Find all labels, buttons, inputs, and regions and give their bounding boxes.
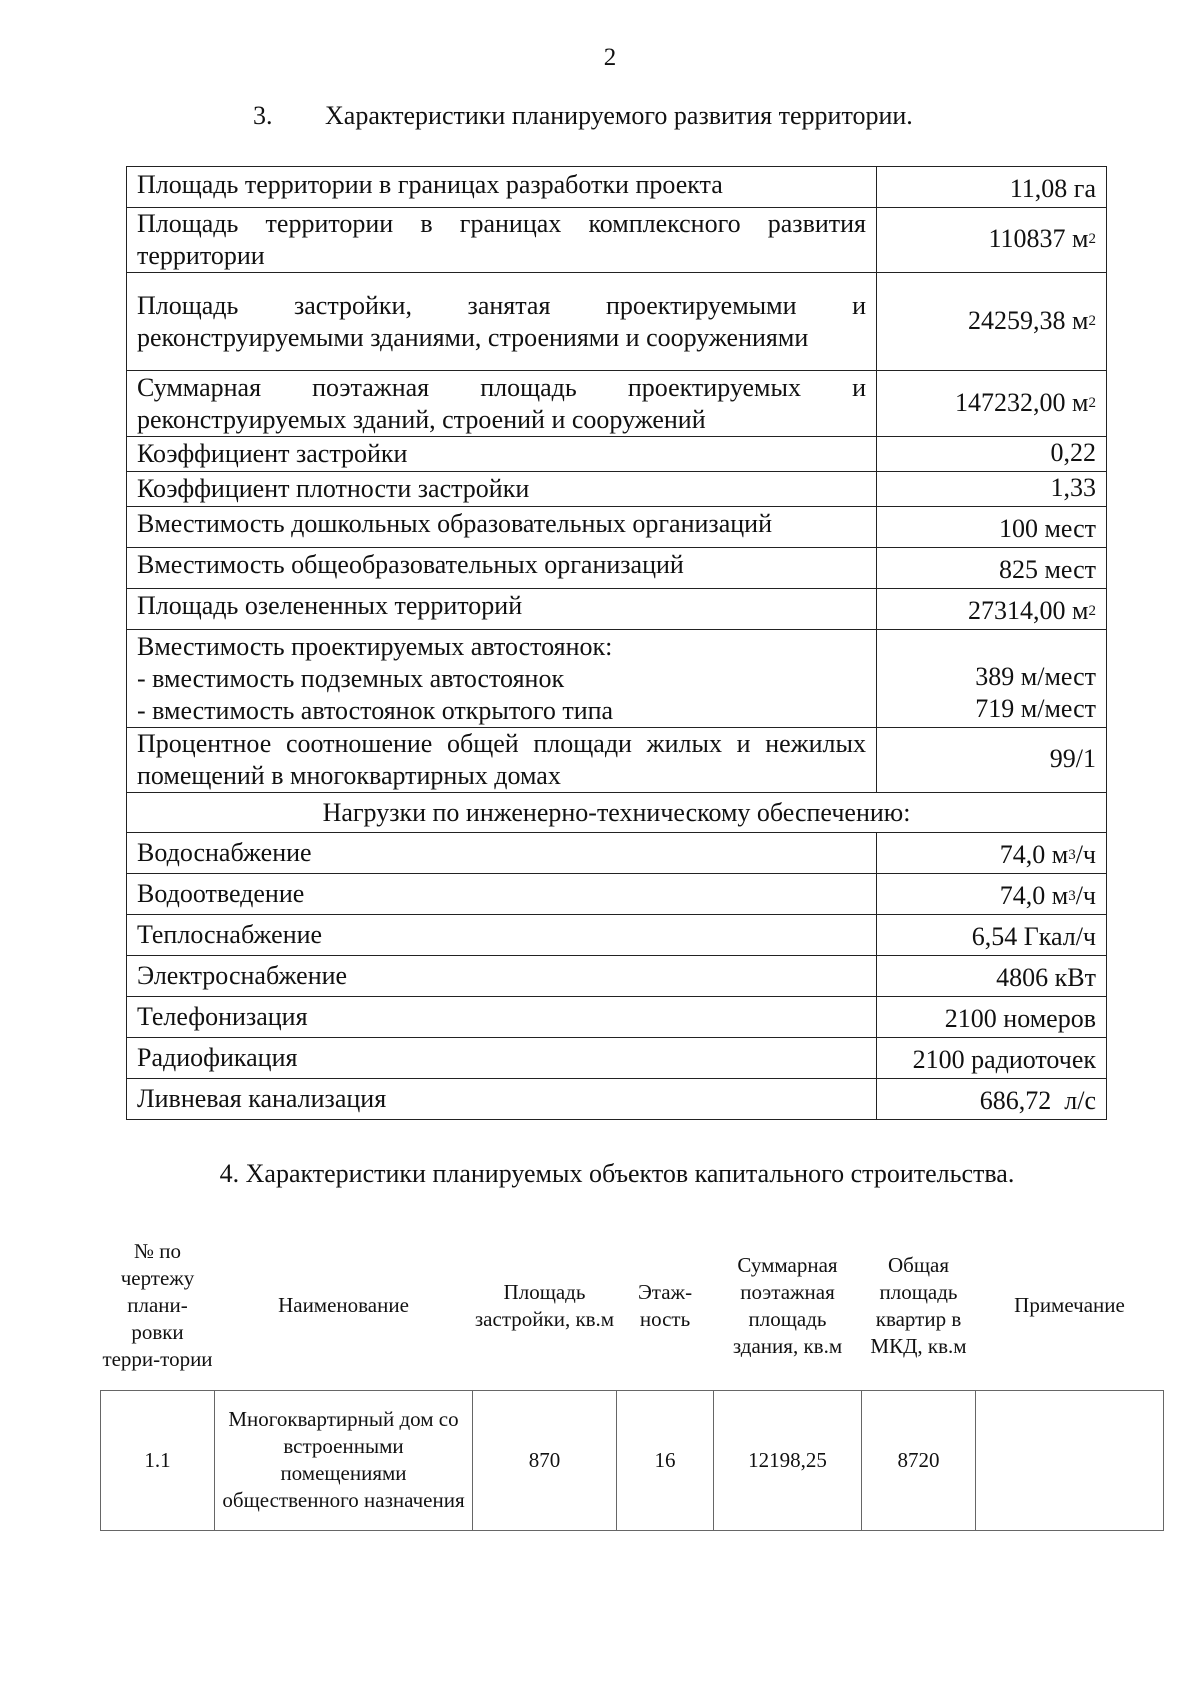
value-superscript: 2 — [1088, 603, 1096, 619]
row-value — [877, 589, 1107, 630]
value-text: 27314,00 м — [968, 596, 1089, 625]
row-value — [877, 915, 1107, 956]
value-text: 825 мест — [998, 555, 1096, 584]
column-header: Наименование — [278, 1293, 409, 1318]
table-row — [127, 1079, 1107, 1120]
value-unit: /ч — [1075, 881, 1096, 910]
value-unit: /ч — [1075, 840, 1096, 869]
row-value — [877, 833, 1107, 874]
cell-name: Многоквартирный дом со встроенными помещениями общественного назначения — [215, 1390, 473, 1530]
table-row — [127, 371, 1107, 437]
value-text: 1,33 — [1050, 473, 1096, 502]
row-label: Площадь озелененных территорий — [127, 589, 877, 630]
cell-note — [976, 1390, 1164, 1530]
table-row — [127, 548, 1107, 589]
cell-total-floor-area: 12198,25 — [714, 1390, 862, 1530]
territory-characteristics-table — [126, 166, 1107, 1120]
cell-floors: 16 — [617, 1390, 714, 1530]
row-label: Водоснабжение — [127, 833, 877, 874]
row-label: Водоотведение — [127, 874, 877, 915]
value-superscript: 3 — [1068, 888, 1076, 904]
row-label: Процентное соотношение общей площади жилых и нежилых помещений в многоквартирных домах — [127, 728, 877, 793]
row-value — [877, 437, 1107, 472]
parking-values — [877, 630, 1107, 728]
table-row — [127, 507, 1107, 548]
parking-title: Вместимость проектируемых автостоянок: — [137, 631, 613, 661]
table-row — [127, 793, 1107, 833]
table-row — [127, 997, 1107, 1038]
row-value — [877, 548, 1107, 589]
row-label: Электроснабжение — [127, 956, 877, 997]
section-4-title: 4. Характеристики планируемых объектов капитального строительства. — [219, 1159, 1015, 1188]
row-label: Площадь территории в границах разработки проекта — [127, 167, 877, 208]
capital-construction-table — [100, 1222, 1164, 1531]
value-text: 0,22 — [1050, 438, 1096, 467]
table-row — [127, 437, 1107, 472]
row-label: Площадь территории в границах комплексного развития территории — [127, 208, 877, 273]
row-value — [877, 1038, 1107, 1079]
table-header-row — [101, 1222, 1164, 1390]
value-text: 686,72 л/с — [979, 1086, 1096, 1115]
row-label: Коэффициент плотности застройки — [127, 472, 877, 507]
row-value — [877, 273, 1107, 371]
table-row — [127, 208, 1107, 273]
row-value — [877, 371, 1107, 437]
parking-open-label: - вместимость автостоянок открытого типа — [137, 695, 614, 725]
row-label: Суммарная поэтажная площадь проектируемых и реконструируемых зданий, строений и сооружений — [127, 371, 877, 437]
row-label: Вместимость дошкольных образовательных организаций — [127, 507, 877, 548]
row-label: Вместимость общеобразовательных организаций — [127, 548, 877, 589]
table-row — [127, 472, 1107, 507]
value-text: 4806 кВт — [996, 963, 1096, 992]
value-text: 11,08 га — [1009, 174, 1096, 203]
row-value — [877, 1079, 1107, 1120]
value-text: 2100 номеров — [944, 1004, 1096, 1033]
value-text: 2100 радиоточек — [912, 1045, 1096, 1074]
column-header: Площадь застройки, кв.м — [474, 1279, 615, 1331]
table-row — [101, 1390, 1164, 1530]
row-label: Коэффициент застройки — [127, 437, 877, 472]
table-row — [127, 1038, 1107, 1079]
row-value — [877, 507, 1107, 548]
column-header: Общая площадь квартир в МКД, кв.м — [870, 1252, 967, 1358]
cell-number: 1.1 — [101, 1390, 215, 1530]
table-row — [127, 833, 1107, 874]
table-row — [127, 874, 1107, 915]
column-header: Этаж-ность — [637, 1279, 693, 1331]
table-row — [127, 589, 1107, 630]
section-3-title: Характеристики планируемого развития территории. — [325, 101, 913, 130]
table-row — [127, 956, 1107, 997]
row-label: Площадь застройки, занятая проектируемыми и реконструируемыми зданиями, строениями и сооружениями — [127, 273, 877, 371]
table-row — [127, 167, 1107, 208]
value-text: 100 мест — [998, 514, 1096, 543]
parking-underground-label: - вместимость подземных автостоянок — [137, 663, 565, 693]
parking-open-value: 719 м/мест — [975, 694, 1096, 723]
table-row — [127, 273, 1107, 371]
value-superscript: 2 — [1088, 394, 1096, 411]
table-row — [127, 728, 1107, 793]
row-value — [877, 997, 1107, 1038]
row-value — [877, 874, 1107, 915]
row-value — [877, 728, 1107, 793]
row-value — [877, 208, 1107, 273]
value-text: 147232,00 м — [955, 387, 1089, 417]
value-superscript: 2 — [1088, 231, 1096, 247]
row-label: Радиофикация — [127, 1038, 877, 1079]
row-value — [877, 167, 1107, 208]
page-number: 2 — [603, 44, 617, 71]
column-header: Суммарная поэтажная площадь здания, кв.м — [732, 1252, 843, 1358]
cell-building-area: 870 — [473, 1390, 617, 1530]
parking-cell — [127, 630, 877, 728]
parking-underground-value: 389 м/мест — [975, 662, 1096, 691]
row-label: Ливневая канализация — [127, 1079, 877, 1120]
value-superscript: 3 — [1068, 847, 1076, 863]
loads-header: Нагрузки по инженерно-техническому обеспечению: — [127, 793, 1107, 833]
value-text: 99/1 — [1049, 744, 1096, 773]
column-header: Примечание — [1014, 1293, 1125, 1318]
row-value — [877, 472, 1107, 507]
value-text: 74,0 м — [999, 881, 1069, 910]
table-row — [127, 915, 1107, 956]
column-header: № по чертежу плани-ровки терри-тории — [102, 1239, 213, 1372]
value-text: 74,0 м — [999, 840, 1069, 869]
row-label: Теплоснабжение — [127, 915, 877, 956]
value-text: 110837 м — [988, 224, 1089, 253]
section-3-number: 3. — [253, 101, 273, 130]
row-label: Телефонизация — [127, 997, 877, 1038]
value-text: 6,54 Гкал/ч — [971, 922, 1096, 951]
row-value — [877, 956, 1107, 997]
value-text: 24259,38 м — [968, 305, 1089, 335]
table-row — [127, 630, 1107, 728]
value-superscript: 2 — [1088, 312, 1096, 329]
cell-apartments-area: 8720 — [862, 1390, 976, 1530]
